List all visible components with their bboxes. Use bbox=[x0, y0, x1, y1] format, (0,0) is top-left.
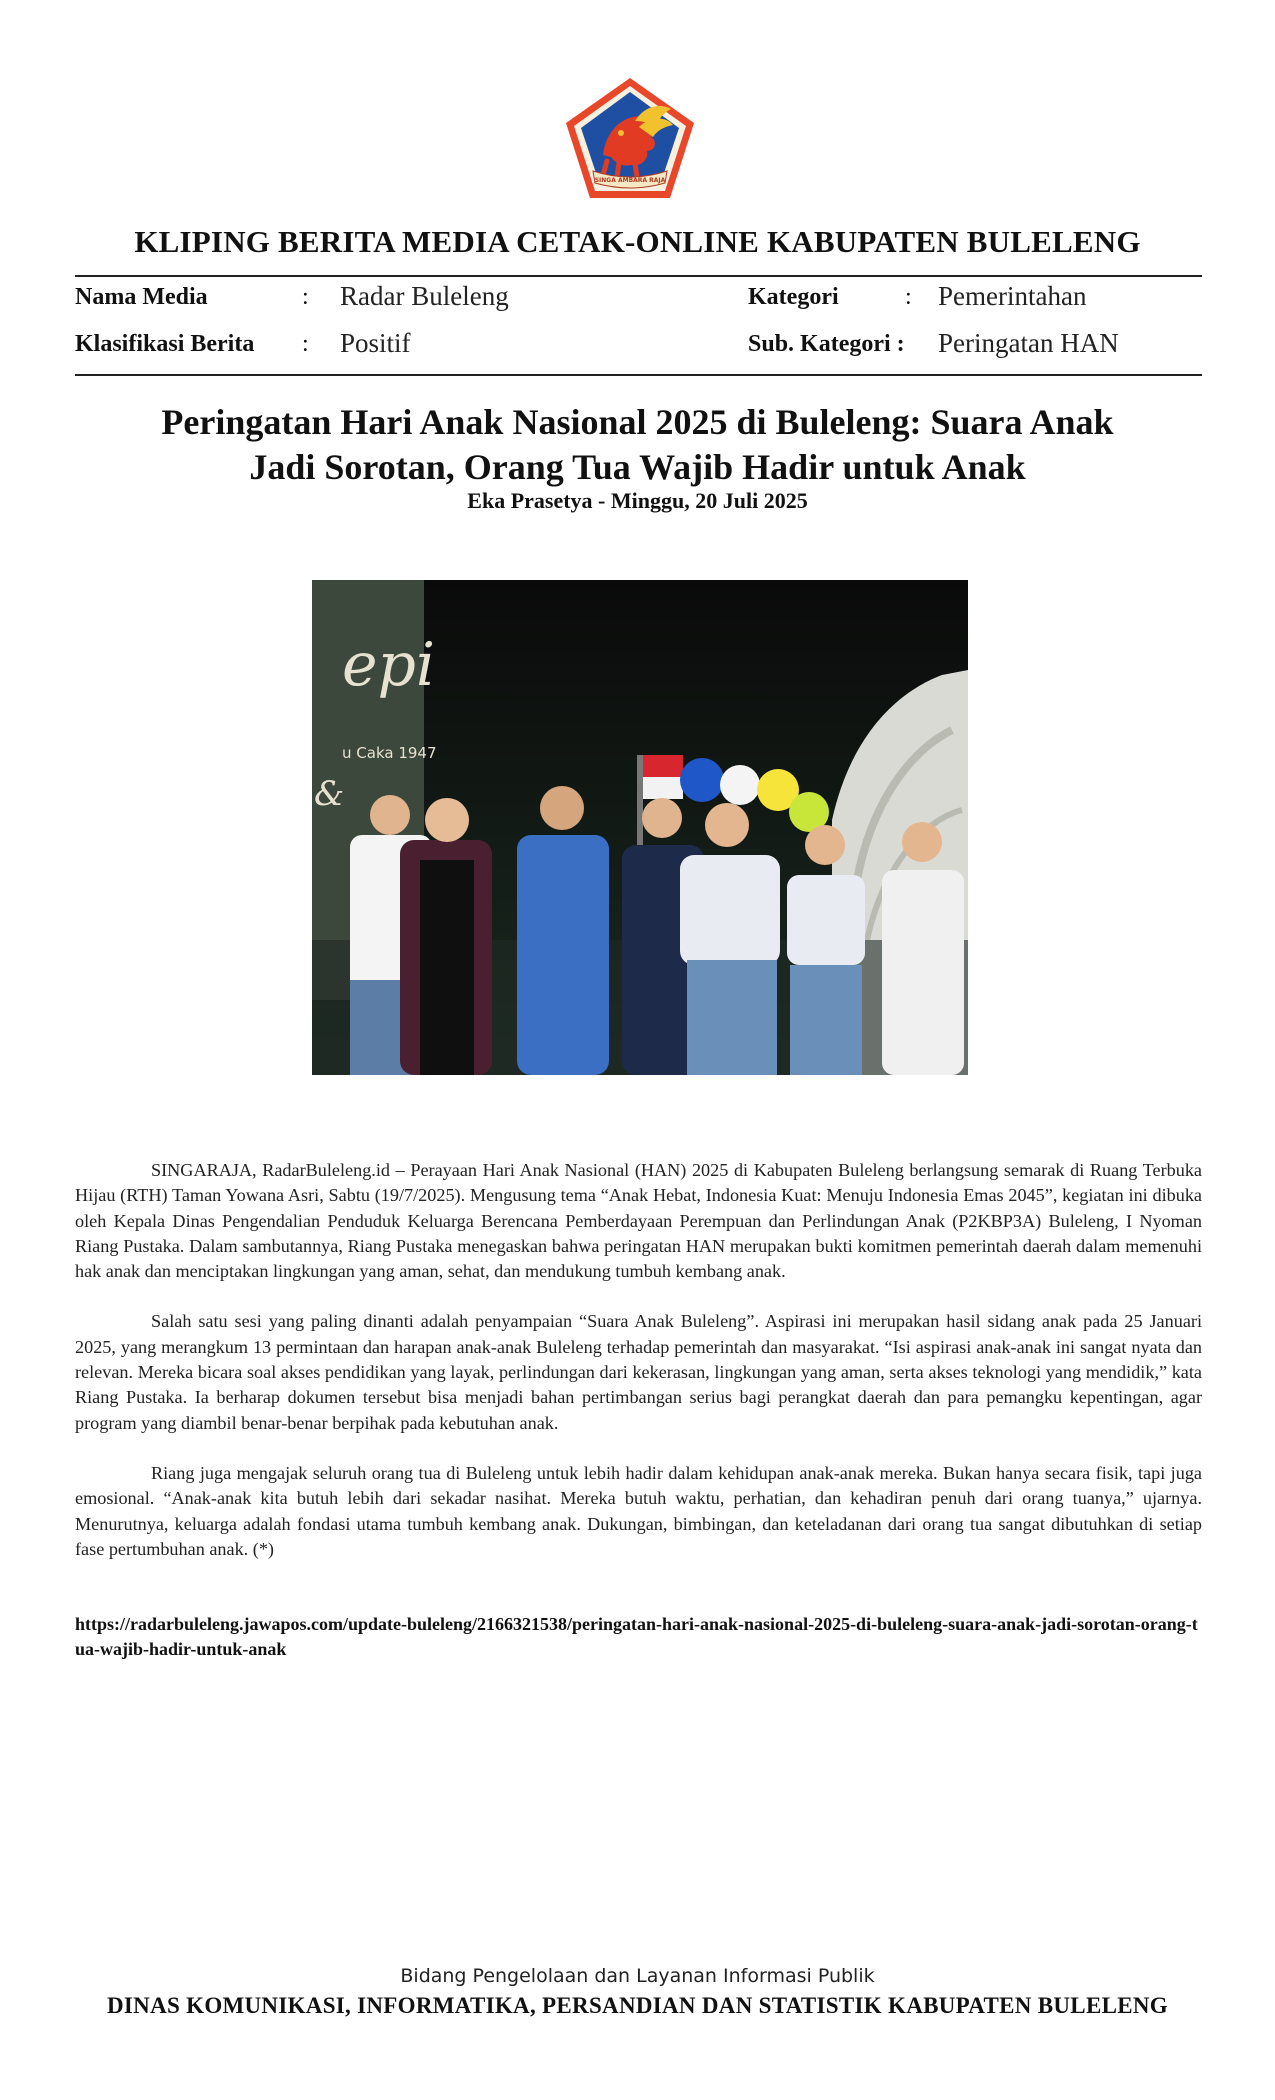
header-rule-bottom bbox=[75, 374, 1202, 376]
header-rule-top bbox=[75, 275, 1202, 277]
buleleng-emblem-logo bbox=[563, 75, 697, 201]
footer-organization: DINAS KOMUNIKASI, INFORMATIKA, PERSANDIAN DAN STATISTIK KABUPATEN BULELENG bbox=[107, 1993, 1168, 2018]
event-photo-illustration bbox=[312, 580, 968, 1075]
footer-division: Bidang Pengelolaan dan Layanan Informasi Publik bbox=[400, 1965, 875, 1987]
article-title-line2: Jadi Sorotan, Orang Tua Wajib Hadir untuk Anak bbox=[249, 447, 1026, 487]
article-photo bbox=[312, 580, 968, 1075]
banner-subtext: u Caka 1947 bbox=[342, 744, 437, 762]
banner-amp: & bbox=[314, 774, 345, 814]
article-paragraph: Salah satu sesi yang paling dinanti adalah penyampaian “Suara Anak Buleleng”. Aspirasi ini merupakan hasil sidang anak pada 25 Januari 2025, yang merangkum 13 permintaan dan harapan anak-anak Buleleng terhadap pemerintah dan masyarakat. “Isi aspirasi anak-anak ini sangat nyata dan relevan. Mereka bicara soal akses pendidikan yang layak, perlindungan dari kekerasan, lingkungan yang aman, serta akses teknologi yang mendidik,” kata Riang Pustaka. Ia berharap dokumen tersebut bisa menjadi bahan pertimbangan serius bagi perangkat daerah dan para pemangku kepentingan, agar program yang diambil benar-benar berpihak pada kebutuhan anak. bbox=[75, 1311, 1202, 1433]
klasifikasi-label: Klasifikasi Berita bbox=[75, 331, 255, 357]
emblem-motto: SINGA AMBARA RAJA bbox=[594, 177, 666, 184]
banner-text: epi bbox=[342, 630, 436, 700]
article-byline: Eka Prasetya - Minggu, 20 Juli 2025 bbox=[467, 488, 808, 513]
kategori-value: Pemerintahan bbox=[938, 281, 1087, 311]
sub-kategori-label: Sub. Kategori : bbox=[748, 331, 905, 357]
emblem-icon bbox=[563, 75, 697, 201]
article-paragraph: SINGARAJA, RadarBuleleng.id – Perayaan Hari Anak Nasional (HAN) 2025 di Kabupaten Buleleng berlangsung semarak di Ruang Terbuka Hijau (RTH) Taman Yowana Asri, Sabtu (19/7/2025). Mengusung tema “Anak Hebat, Indonesia Kuat: Menuju Indonesia Emas 2045”, kegiatan ini dibuka oleh Kepala Dinas Pengendalian Penduduk Keluarga Berencana Pemberdayaan Perempuan dan Perlindungan Anak (P2KBP3A) Buleleng, I Nyoman Riang Pustaka. Dalam sambutannya, Riang Pustaka menegaskan bahwa peringatan HAN merupakan bukti komitmen pemerintah daerah dalam memenuhi hak anak dan menciptakan lingkungan yang aman, sehat, dan mendukung tumbuh kembang anak. bbox=[75, 1160, 1202, 1282]
clipping-header-title: KLIPING BERITA MEDIA CETAK-ONLINE KABUPATEN BULELENG bbox=[134, 224, 1141, 259]
colon: : bbox=[302, 331, 309, 357]
nama-media-label: Nama Media bbox=[75, 284, 208, 310]
colon: : bbox=[905, 284, 912, 310]
article-paragraph: Riang juga mengajak seluruh orang tua di Buleleng untuk lebih hadir dalam kehidupan anak-anak mereka. Bukan hanya secara fisik, tapi juga emosional. “Anak-anak kita butuh lebih dari sekadar nasihat. Mereka butuh waktu, perhatian, dan kehadiran penuh dari orang tuanya,” ujarnya. Menurutnya, keluarga adalah fondasi utama tumbuh kembang anak. Dukungan, bimbingan, dan keteladanan dari orang tua sangat dibutuhkan di setiap fase pertumbuhan anak. (*) bbox=[75, 1462, 1202, 1559]
nama-media-value: Radar Buleleng bbox=[340, 281, 509, 311]
article-title-line1: Peringatan Hari Anak Nasional 2025 di Buleleng: Suara Anak bbox=[161, 402, 1114, 442]
source-url-link[interactable]: https://radarbuleleng.jawapos.com/update-buleleng/2166321538/peringatan-hari-anak-nasional-2025-di-buleleng-suara-anak-jadi-sorotan-orang-tua-wajib-hadir-untuk-anak bbox=[75, 1614, 1198, 1659]
kategori-label: Kategori bbox=[748, 284, 839, 310]
klasifikasi-value: Positif bbox=[340, 328, 411, 358]
article-title bbox=[110, 400, 1165, 490]
sub-kategori-value: Peringatan HAN bbox=[938, 328, 1119, 358]
colon: : bbox=[302, 284, 309, 310]
article-body bbox=[75, 1158, 1202, 1587]
